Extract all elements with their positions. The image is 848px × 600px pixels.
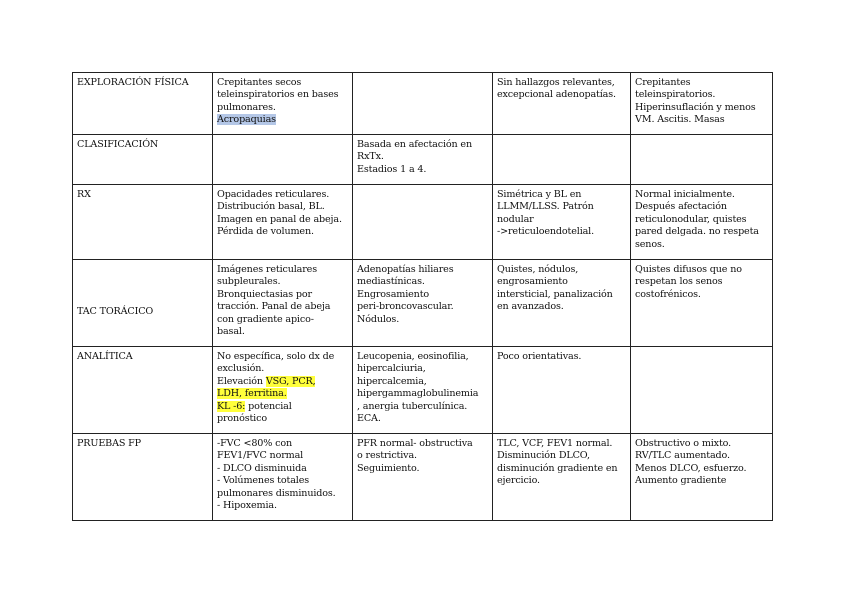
cell-line: pared delgada. no respeta [635,226,759,238]
table-cell [631,185,773,260]
cell-line: Imagen en panal de abeja. [217,213,342,225]
table-cell [493,434,631,521]
cell-line: reticulonodular, quistes [635,213,747,225]
cell-line: Hiperinsuflación y menos [635,101,756,113]
cell-line: Disminución DLCO, [497,450,590,462]
cell-line: FEV1/FVC normal [217,450,304,462]
highlighted-text: KL -6: [217,400,246,412]
table-cell [213,434,353,521]
table-row [73,347,773,434]
cell-line: pronóstico [217,413,267,425]
table-cell [493,347,631,434]
cell-line: ejercicio. [497,475,540,487]
cell-line: Imágenes reticulares [217,264,317,275]
cell-line: nodular [497,213,534,225]
cell-text: Elevación [217,375,266,387]
row-header-tac-toracico: TAC TORÁCICO [73,260,213,347]
cell-line: - DLCO disminuida [217,462,307,474]
highlighted-text: VSG, PCR, [265,375,316,387]
cell-line: Poco orientativas. [497,351,582,362]
table-cell [353,260,493,347]
table-cell [213,347,353,434]
row-header-clasificacion: CLASIFICACIÓN [73,135,213,185]
cell-line: RV/TLC aumentado. [635,450,730,462]
table-cell [213,185,353,260]
row-header-rx: RX [73,185,213,260]
table-cell [353,347,493,434]
cell-line: Pérdida de volumen. [217,226,314,238]
cell-line: Crepitantes secos [217,77,302,88]
table-row [73,185,773,260]
cell-line: Adenopatías hiliares [357,264,454,275]
comparison-table [72,72,773,521]
cell-line: - Hipoxemia. [217,500,277,512]
table-cell [493,260,631,347]
table-cell-empty [493,135,631,185]
table-body [73,73,773,521]
cell-line: con gradiente apico- [217,313,314,325]
table-cell [353,434,493,521]
cell-line: -FVC <80% con [217,438,293,449]
cell-line: Aumento gradiente [635,475,727,487]
row-header-exploracion-fisica: EXPLORACIÓN FÍSICA [73,73,213,135]
cell-line: o restrictiva. [357,450,417,462]
table-cell [631,260,773,347]
cell-line: exclusión. [217,363,265,375]
cell-line: ECA. [357,413,381,425]
cell-line: Quistes, nódulos, [497,264,579,275]
cell-line: Leucopenia, eosinofilia, [357,351,469,362]
table-cell [213,260,353,347]
cell-line: pulmonares. [217,101,276,113]
cell-text: potencial [245,400,292,412]
cell-line: Después afectación [635,201,727,213]
cell-line: Bronquiectasias por [217,288,312,300]
cell-line: PFR normal- obstructiva [357,438,473,449]
table-cell [493,73,631,135]
cell-line: Quistes difusos que no [635,264,742,275]
table-cell-empty [353,185,493,260]
cell-line: en avanzados. [497,301,564,313]
table-cell-empty [353,73,493,135]
cell-line: hipercalcemia, [357,375,427,387]
table-row [73,260,773,347]
cell-line: Basada en afectación en [357,139,472,150]
cell-line: mediastínicas. [357,276,425,288]
cell-line: Simétrica y BL en [497,189,582,200]
table-cell-empty [631,347,773,434]
table-cell [213,73,353,135]
table-cell-empty [631,135,773,185]
cell-line: Distribución basal, BL. [217,201,325,213]
cell-line: LLMM/LLSS. Patrón [497,201,594,213]
cell-line: , anergia tuberculínica. [357,400,468,412]
cell-line: Obstructivo o mixto. [635,438,732,449]
cell-line: Crepitantes [635,77,691,88]
cell-line: tracción. Panal de abeja [217,301,331,313]
cell-line: Seguimiento. [357,462,420,474]
cell-line: hipercalciuria, [357,363,426,375]
cell-line: teleinspiratorios. [635,89,716,101]
cell-line: intersticial, panalización [497,288,613,300]
cell-line: peri-broncovascular. [357,301,454,313]
cell-line: teleinspiratorios en bases [217,89,339,101]
cell-line: - Volúmenes totales [217,475,309,487]
cell-line: engrosamiento [497,276,568,288]
cell-line: senos. [635,238,665,250]
table-row [73,135,773,185]
table-cell [493,185,631,260]
table-row [73,434,773,521]
cell-line: costofrénicos. [635,288,701,300]
cell-line: No específica, solo dx de [217,351,335,362]
cell-line: RxTx. [357,151,384,163]
cell-line: disminución gradiente en [497,462,618,474]
table-cell [353,135,493,185]
cell-line: Opacidades reticulares. [217,189,330,200]
cell-line: TLC, VCF, FEV1 normal. [497,438,613,449]
cell-line: Menos DLCO, esfuerzo. [635,462,747,474]
table-cell [631,73,773,135]
cell-line: pulmonares disminuidos. [217,487,336,499]
cell-line: ->reticuloendotelial. [497,226,594,238]
cell-line: Sin hallazgos relevantes, [497,77,615,88]
cell-line: Normal inicialmente. [635,189,735,200]
highlighted-text: LDH, ferritina. [217,388,287,400]
cell-line: Engrosamiento [357,288,430,300]
cell-line: Estadios 1 a 4. [357,163,427,175]
row-header-pruebas-fp: PRUEBAS FP [73,434,213,521]
cell-line: VM. Ascitis. Masas [635,114,725,126]
cell-line: subpleurales. [217,276,281,288]
cell-line: hipergammaglobulinemia [357,388,479,400]
table-cell [631,434,773,521]
table-row [73,73,773,135]
table-cell-empty [213,135,353,185]
cell-line: excepcional adenopatías. [497,89,616,101]
row-header-analitica: ANALÍTICA [73,347,213,434]
highlighted-text: Acropaquias [217,114,276,126]
cell-line: basal. [217,326,245,338]
cell-line: Nódulos. [357,313,400,325]
cell-line: respetan los senos [635,276,723,288]
